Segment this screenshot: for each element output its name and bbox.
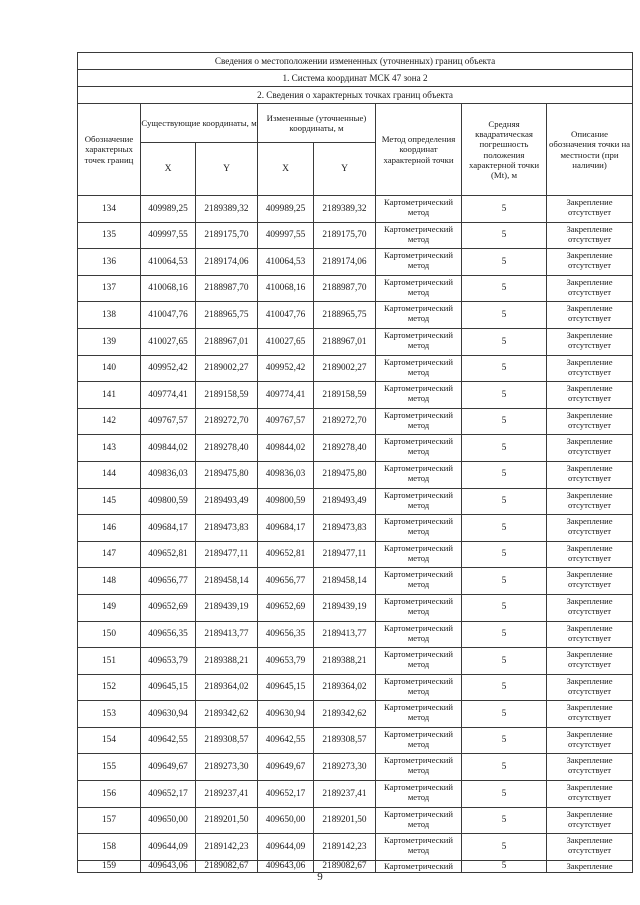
y-changed-cell: 2189342,62: [314, 701, 376, 728]
method-cell: Картометрический метод: [376, 727, 462, 754]
x-existing-cell: 409844,02: [141, 435, 196, 462]
point-cell: 138: [78, 302, 141, 329]
description-cell: Закрепление отсутствует: [547, 781, 633, 808]
table-row: [78, 701, 633, 728]
y-changed-cell: 2189082,67: [314, 860, 376, 872]
y-existing-cell: 2188967,01: [196, 328, 258, 355]
y-changed-cell: 2188965,75: [314, 302, 376, 329]
table-row: [78, 754, 633, 781]
description-cell: Закрепление отсутствует: [547, 488, 633, 515]
x-existing-cell: 409767,57: [141, 408, 196, 435]
x-existing-cell: 409684,17: [141, 515, 196, 542]
method-cell: Картометрический метод: [376, 834, 462, 861]
point-cell: 134: [78, 196, 141, 223]
x-changed-cell: 409989,25: [258, 196, 314, 223]
x-changed-cell: 409767,57: [258, 408, 314, 435]
method-cell: Картометрический метод: [376, 701, 462, 728]
y-changed-cell: 2189201,50: [314, 807, 376, 834]
col-x-existing-header: X: [141, 143, 196, 196]
y-existing-cell: 2189473,83: [196, 515, 258, 542]
description-cell: Закрепление отсутствует: [547, 701, 633, 728]
x-existing-cell: 409800,59: [141, 488, 196, 515]
error-cell: 5: [462, 222, 547, 249]
point-cell: 137: [78, 275, 141, 302]
y-changed-cell: 2189158,59: [314, 382, 376, 409]
y-existing-cell: 2189308,57: [196, 727, 258, 754]
y-changed-cell: 2189364,02: [314, 674, 376, 701]
error-cell: 5: [462, 382, 547, 409]
y-changed-cell: 2189413,77: [314, 621, 376, 648]
table-row: [78, 648, 633, 675]
x-changed-cell: 409684,17: [258, 515, 314, 542]
table-row: [78, 781, 633, 808]
y-existing-cell: 2189493,49: [196, 488, 258, 515]
x-existing-cell: 409952,42: [141, 355, 196, 382]
description-cell: Закрепление: [547, 860, 633, 872]
col-y-changed-header: Y: [314, 143, 376, 196]
y-existing-cell: 2189082,67: [196, 860, 258, 872]
point-cell: 146: [78, 515, 141, 542]
description-cell: Закрепление отсутствует: [547, 382, 633, 409]
method-cell: Картометрический метод: [376, 249, 462, 276]
description-cell: Закрепление отсутствует: [547, 515, 633, 542]
description-cell: Закрепление отсутствует: [547, 302, 633, 329]
method-cell: Картометрический метод: [376, 328, 462, 355]
table-row: [78, 461, 633, 488]
table-title: Сведения о местоположении измененных (уточненных) границ объекта: [78, 53, 633, 70]
point-cell: 151: [78, 648, 141, 675]
table-row: [78, 674, 633, 701]
y-existing-cell: 2189364,02: [196, 674, 258, 701]
x-existing-cell: 409836,03: [141, 461, 196, 488]
x-existing-cell: 409650,00: [141, 807, 196, 834]
y-existing-cell: 2189475,80: [196, 461, 258, 488]
x-changed-cell: 409652,81: [258, 541, 314, 568]
y-changed-cell: 2189308,57: [314, 727, 376, 754]
point-cell: 147: [78, 541, 141, 568]
y-existing-cell: 2189439,19: [196, 594, 258, 621]
table-row: [78, 222, 633, 249]
point-cell: 157: [78, 807, 141, 834]
y-existing-cell: 2189237,41: [196, 781, 258, 808]
x-existing-cell: 409652,81: [141, 541, 196, 568]
description-cell: Закрепление отсутствует: [547, 568, 633, 595]
description-cell: Закрепление отсутствует: [547, 435, 633, 462]
x-existing-cell: 409653,79: [141, 648, 196, 675]
error-cell: 5: [462, 461, 547, 488]
table-row: [78, 275, 633, 302]
description-cell: Закрепление отсутствует: [547, 727, 633, 754]
y-existing-cell: 2189158,59: [196, 382, 258, 409]
table-row: [78, 382, 633, 409]
table-row: [78, 408, 633, 435]
method-cell: Картометрический метод: [376, 515, 462, 542]
method-cell: Картометрический метод: [376, 648, 462, 675]
y-existing-cell: 2189142,23: [196, 834, 258, 861]
x-changed-cell: 409650,00: [258, 807, 314, 834]
x-existing-cell: 409656,35: [141, 621, 196, 648]
x-changed-cell: 410064,53: [258, 249, 314, 276]
x-existing-cell: 410047,76: [141, 302, 196, 329]
error-cell: 5: [462, 621, 547, 648]
error-cell: 5: [462, 807, 547, 834]
error-cell: 5: [462, 355, 547, 382]
x-changed-cell: 409952,42: [258, 355, 314, 382]
method-cell: Картометрический метод: [376, 488, 462, 515]
error-cell: 5: [462, 674, 547, 701]
point-cell: 159: [78, 860, 141, 872]
table-row: [78, 328, 633, 355]
method-cell: Картометрический метод: [376, 807, 462, 834]
y-existing-cell: 2189477,11: [196, 541, 258, 568]
error-cell: 5: [462, 408, 547, 435]
point-cell: 145: [78, 488, 141, 515]
x-changed-cell: 409774,41: [258, 382, 314, 409]
method-cell: Картометрический метод: [376, 222, 462, 249]
x-changed-cell: 409643,06: [258, 860, 314, 872]
error-cell: 5: [462, 249, 547, 276]
table-row: [78, 355, 633, 382]
y-existing-cell: 2189458,14: [196, 568, 258, 595]
description-cell: Закрепление отсутствует: [547, 807, 633, 834]
x-changed-cell: 410047,76: [258, 302, 314, 329]
error-cell: 5: [462, 302, 547, 329]
table-body: [78, 196, 633, 873]
description-cell: Закрепление отсутствует: [547, 249, 633, 276]
y-changed-cell: 2189389,32: [314, 196, 376, 223]
col-point-header: Обозначение характерных точек границ: [78, 104, 141, 196]
x-existing-cell: 409642,55: [141, 727, 196, 754]
method-cell: Картометрический метод: [376, 568, 462, 595]
y-changed-cell: 2189475,80: [314, 461, 376, 488]
method-cell: Картометрический метод: [376, 196, 462, 223]
y-changed-cell: 2189237,41: [314, 781, 376, 808]
table-row: [78, 541, 633, 568]
method-cell: Картометрический метод: [376, 781, 462, 808]
y-existing-cell: 2189174,06: [196, 249, 258, 276]
coordinate-system: 1. Система координат МСК 47 зона 2: [78, 70, 633, 87]
error-cell: 5: [462, 541, 547, 568]
x-existing-cell: 409652,69: [141, 594, 196, 621]
point-cell: 148: [78, 568, 141, 595]
col-x-changed-header: X: [258, 143, 314, 196]
x-existing-cell: 409645,15: [141, 674, 196, 701]
y-existing-cell: 2189273,30: [196, 754, 258, 781]
x-changed-cell: 409630,94: [258, 701, 314, 728]
x-existing-cell: 409656,77: [141, 568, 196, 595]
description-cell: Закрепление отсутствует: [547, 834, 633, 861]
x-existing-cell: 409652,17: [141, 781, 196, 808]
table-row: [78, 621, 633, 648]
point-cell: 150: [78, 621, 141, 648]
point-cell: 153: [78, 701, 141, 728]
y-existing-cell: 2189002,27: [196, 355, 258, 382]
boundary-points-table: [77, 52, 633, 873]
x-changed-cell: 409653,79: [258, 648, 314, 675]
y-changed-cell: 2188987,70: [314, 275, 376, 302]
x-existing-cell: 409997,55: [141, 222, 196, 249]
point-cell: 141: [78, 382, 141, 409]
y-changed-cell: 2189175,70: [314, 222, 376, 249]
col-method-header: Метод определения координат характерной точки: [376, 104, 462, 196]
y-changed-cell: 2189493,49: [314, 488, 376, 515]
method-cell: Картометрический метод: [376, 541, 462, 568]
section-heading: 2. Сведения о характерных точках границ объекта: [78, 87, 633, 104]
x-existing-cell: 410027,65: [141, 328, 196, 355]
table-row: [78, 594, 633, 621]
table-row: [78, 834, 633, 861]
description-cell: Закрепление отсутствует: [547, 408, 633, 435]
error-cell: 5: [462, 701, 547, 728]
description-cell: Закрепление отсутствует: [547, 754, 633, 781]
description-cell: Закрепление отсутствует: [547, 461, 633, 488]
x-changed-cell: 409642,55: [258, 727, 314, 754]
col-desc-header: Описание обозначения точки на местности (при наличии): [547, 104, 633, 196]
y-existing-cell: 2189201,50: [196, 807, 258, 834]
x-changed-cell: 410027,65: [258, 328, 314, 355]
error-cell: 5: [462, 328, 547, 355]
x-changed-cell: 409652,69: [258, 594, 314, 621]
error-cell: 5: [462, 860, 547, 872]
error-cell: 5: [462, 196, 547, 223]
x-existing-cell: 409774,41: [141, 382, 196, 409]
y-changed-cell: 2189473,83: [314, 515, 376, 542]
method-cell: Картометрический метод: [376, 275, 462, 302]
error-cell: 5: [462, 515, 547, 542]
table-row: [78, 727, 633, 754]
col-existing-header: Существующие координаты, м: [141, 104, 258, 143]
y-existing-cell: 2188965,75: [196, 302, 258, 329]
point-cell: 158: [78, 834, 141, 861]
col-y-existing-header: Y: [196, 143, 258, 196]
error-cell: 5: [462, 594, 547, 621]
description-cell: Закрепление отсутствует: [547, 674, 633, 701]
description-cell: Закрепление отсутствует: [547, 594, 633, 621]
error-cell: 5: [462, 488, 547, 515]
point-cell: 140: [78, 355, 141, 382]
x-changed-cell: 409997,55: [258, 222, 314, 249]
error-cell: 5: [462, 435, 547, 462]
table-row: [78, 568, 633, 595]
method-cell: Картометрический метод: [376, 302, 462, 329]
y-changed-cell: 2188967,01: [314, 328, 376, 355]
description-cell: Закрепление отсутствует: [547, 328, 633, 355]
x-changed-cell: 410068,16: [258, 275, 314, 302]
method-cell: Картометрический метод: [376, 754, 462, 781]
y-existing-cell: 2188987,70: [196, 275, 258, 302]
y-changed-cell: 2189174,06: [314, 249, 376, 276]
x-changed-cell: 409800,59: [258, 488, 314, 515]
x-existing-cell: 409649,67: [141, 754, 196, 781]
y-existing-cell: 2189272,70: [196, 408, 258, 435]
x-changed-cell: 409844,02: [258, 435, 314, 462]
x-existing-cell: 409630,94: [141, 701, 196, 728]
point-cell: 154: [78, 727, 141, 754]
method-cell: Картометрический метод: [376, 674, 462, 701]
y-changed-cell: 2189278,40: [314, 435, 376, 462]
y-changed-cell: 2189439,19: [314, 594, 376, 621]
point-cell: 136: [78, 249, 141, 276]
point-cell: 143: [78, 435, 141, 462]
point-cell: 156: [78, 781, 141, 808]
point-cell: 135: [78, 222, 141, 249]
y-existing-cell: 2189389,32: [196, 196, 258, 223]
y-existing-cell: 2189278,40: [196, 435, 258, 462]
x-changed-cell: 409652,17: [258, 781, 314, 808]
description-cell: Закрепление отсутствует: [547, 222, 633, 249]
table-row: [78, 196, 633, 223]
table-row: [78, 435, 633, 462]
y-existing-cell: 2189342,62: [196, 701, 258, 728]
y-changed-cell: 2189388,21: [314, 648, 376, 675]
description-cell: Закрепление отсутствует: [547, 621, 633, 648]
x-existing-cell: 409644,09: [141, 834, 196, 861]
point-cell: 139: [78, 328, 141, 355]
point-cell: 142: [78, 408, 141, 435]
x-existing-cell: 410064,53: [141, 249, 196, 276]
method-cell: Картометрический метод: [376, 621, 462, 648]
table-row: [78, 249, 633, 276]
table-row: [78, 488, 633, 515]
method-cell: Картометрический метод: [376, 408, 462, 435]
error-cell: 5: [462, 834, 547, 861]
y-changed-cell: 2189458,14: [314, 568, 376, 595]
error-cell: 5: [462, 275, 547, 302]
description-cell: Закрепление отсутствует: [547, 355, 633, 382]
table-row: [78, 302, 633, 329]
error-cell: 5: [462, 568, 547, 595]
page-number: 9: [317, 871, 323, 883]
col-changed-header: Измененные (уточненные) координаты, м: [258, 104, 376, 143]
x-changed-cell: 409656,35: [258, 621, 314, 648]
method-cell: Картометрический метод: [376, 461, 462, 488]
y-existing-cell: 2189413,77: [196, 621, 258, 648]
x-existing-cell: 409989,25: [141, 196, 196, 223]
y-changed-cell: 2189002,27: [314, 355, 376, 382]
x-changed-cell: 409645,15: [258, 674, 314, 701]
method-cell: Картометрический метод: [376, 594, 462, 621]
method-cell: Картометрический метод: [376, 382, 462, 409]
x-changed-cell: 409644,09: [258, 834, 314, 861]
y-existing-cell: 2189175,70: [196, 222, 258, 249]
table-row: [78, 807, 633, 834]
x-changed-cell: 409656,77: [258, 568, 314, 595]
method-cell: Картометрический метод: [376, 435, 462, 462]
description-cell: Закрепление отсутствует: [547, 196, 633, 223]
y-changed-cell: 2189477,11: [314, 541, 376, 568]
x-existing-cell: 410068,16: [141, 275, 196, 302]
col-error-header: Средняя квадратическая погрешность положения характерной точки (Mt), м: [462, 104, 547, 196]
x-existing-cell: 409643,06: [141, 860, 196, 872]
y-changed-cell: 2189142,23: [314, 834, 376, 861]
error-cell: 5: [462, 648, 547, 675]
point-cell: 149: [78, 594, 141, 621]
x-changed-cell: 409649,67: [258, 754, 314, 781]
error-cell: 5: [462, 754, 547, 781]
point-cell: 144: [78, 461, 141, 488]
description-cell: Закрепление отсутствует: [547, 648, 633, 675]
description-cell: Закрепление отсутствует: [547, 541, 633, 568]
point-cell: 152: [78, 674, 141, 701]
description-cell: Закрепление отсутствует: [547, 275, 633, 302]
y-existing-cell: 2189388,21: [196, 648, 258, 675]
point-cell: 155: [78, 754, 141, 781]
y-changed-cell: 2189273,30: [314, 754, 376, 781]
table-row: [78, 515, 633, 542]
method-cell: Картометрический метод: [376, 355, 462, 382]
x-changed-cell: 409836,03: [258, 461, 314, 488]
error-cell: 5: [462, 727, 547, 754]
error-cell: 5: [462, 781, 547, 808]
y-changed-cell: 2189272,70: [314, 408, 376, 435]
method-cell: Картометрический: [376, 860, 462, 872]
